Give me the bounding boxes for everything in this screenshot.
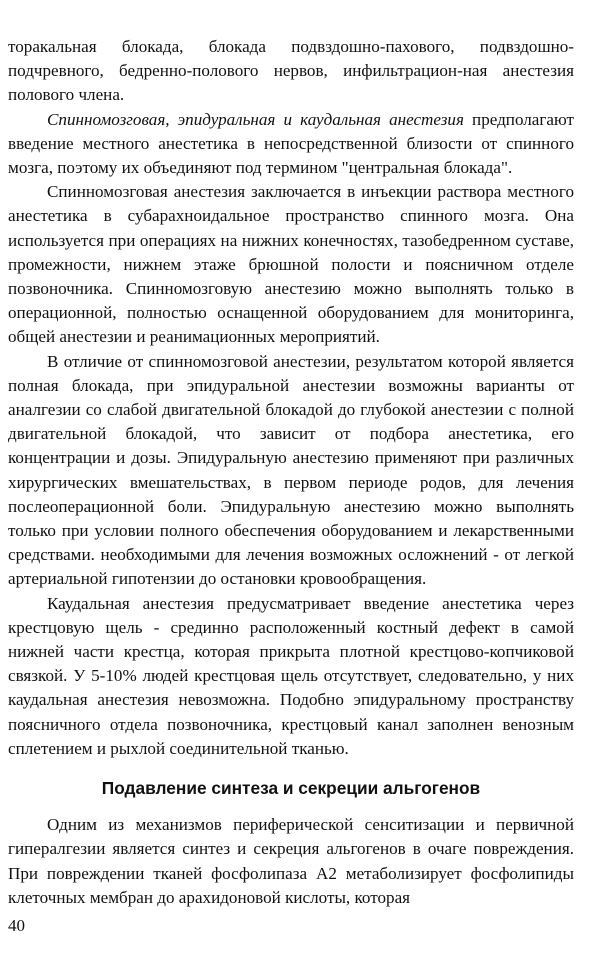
section-heading: Подавление синтеза и секреции альгогенов bbox=[101, 778, 481, 799]
paragraph-spinal-anesthesia: Спинномозговая анестезия заключается в инъекции раствора местного анестетика в субарахноидальное пространство спинного мозга. Она используется при операциях на нижних конечностях, тазобедренном суставе, промежности, нижнем этаже брюшной полости и поясничном отделе позвоночника. Спинномозговую анестезию можно выполнять только в операционной, полностью оснащенной оборудованием для мониторинга, общей анестезии и реанимационных мероприятий. bbox=[8, 182, 574, 347]
paragraph-epidural-anesthesia: В отличие от спинномозговой анестезии, результатом которой является полная блокада, при эпидуральной анестезии возможны варианты от аналгезии со слабой двигательной блокадой до глубокой анестезии с полной двигательной блокадой, что зависит от подбора анестетика, его концентрации и дозы. Эпидуральную анестезию применяют при различных хирургических вмешательствах, в первом периоде родов, для лечения послеоперационной боли. Эпидуральную анестезию можно выполнять только при условии полного обеспечения оборудованием и лекарственными средствами. необходимыми для лечения возможных осложнений - от легкой артериальной гипотензии до остановки кровообращения. bbox=[8, 351, 574, 589]
page-number: 40 bbox=[8, 916, 25, 935]
paragraph-continuation: торакальная блокада, блокада подвздошно-пахового, подвздошно-подчревного, бедренно-полового нервов, инфильтрацион-ная анестезия полового члена. bbox=[8, 37, 574, 105]
paragraph-central-blockade bbox=[8, 108, 574, 181]
italic-lead-phrase: Спинномозговая, эпидуральная и каудальная анестезия bbox=[47, 109, 464, 129]
paragraph-text: предполагают введение местного анестетика в непосредственной близости от спинного мозга, поэтому их объединяют под термином "центральная блокада". bbox=[8, 109, 575, 178]
paragraph-caudal-anesthesia: Каудальная анестезия предусматривает введение анестетика через крестцовую щель - срединно расположенный костный дефект в самой нижней части крестца, которая прикрыта плотной крестцово-копчиковой связкой. У 5-10% людей крестцовая щель отсутствует, следовательно, у них каудальная анестезия невозможна. Подобно эпидуральному пространству поясничного отдела позвоночника, крестцовый канал заполнен венозным сплетением и рыхлой соединительной тканью. bbox=[8, 593, 574, 758]
paragraph-algogen-synthesis: Одним из механизмов периферической сенситизации и первичной гипералгезии является синтез и секреция альгогенов в очаге повреждения. При повреждении тканей фосфолипаза А2 метаболизирует фосфолипиды клеточных мембран до арахидоновой кислоты, которая bbox=[8, 815, 574, 907]
